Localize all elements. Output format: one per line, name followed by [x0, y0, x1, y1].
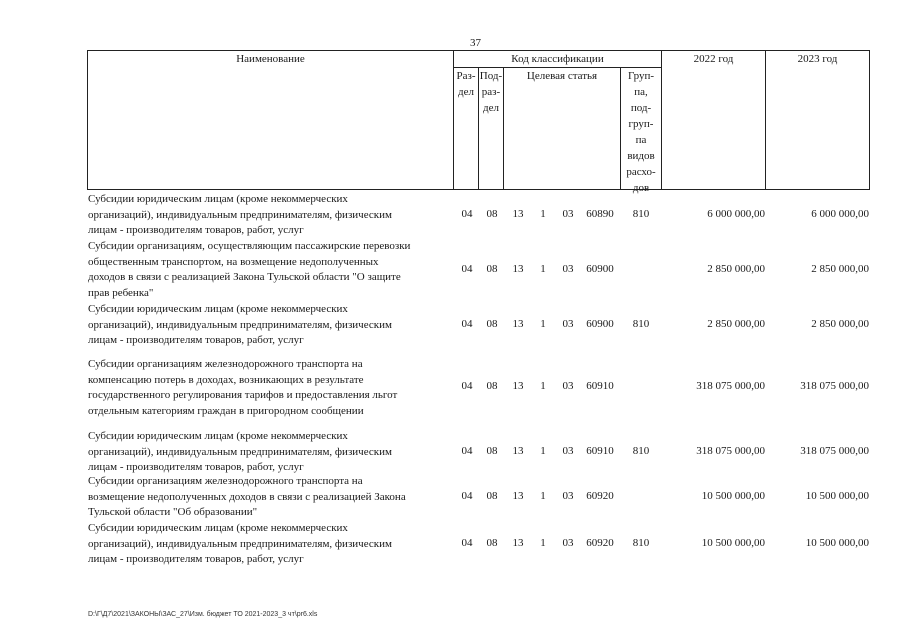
row-3-2023: 2 850 000,00	[811, 318, 869, 330]
row-7-ts3: 03	[562, 537, 574, 549]
col-border-2022	[765, 50, 766, 190]
row-2-ts3: 03	[562, 263, 574, 275]
row-2-2023: 2 850 000,00	[811, 263, 869, 275]
row-5-ts3: 03	[562, 445, 574, 457]
header-top-border	[87, 50, 869, 51]
row-1-razdel: 04	[461, 208, 473, 220]
row-3-podrazdel: 08	[486, 318, 498, 330]
header-podrazdel: Под- раз- дел	[479, 70, 503, 114]
row-2-podrazdel: 08	[486, 263, 498, 275]
header-2022: 2022 год	[693, 53, 734, 65]
col-border-classification	[661, 50, 662, 190]
row-7-2023: 10 500 000,00	[805, 537, 869, 549]
row-7-2022: 10 500 000,00	[701, 537, 765, 549]
header-group: Груп- па, под- груп- па видов расхо- дов	[626, 70, 656, 194]
row-1-podrazdel: 08	[486, 208, 498, 220]
row-5-podrazdel: 08	[486, 445, 498, 457]
row-1-ts2: 1	[540, 208, 546, 220]
row-7-vid: 810	[632, 537, 650, 549]
row-7-name: Субсидии юридическим лицам (кроме некоммерческих организаций), индивидуальным предпринимателям, физическим лицам - производителям товаров, работ, услуг	[88, 522, 392, 565]
header-razdel: Раз- дел	[456, 70, 476, 98]
row-5-name: Субсидии юридическим лицам (кроме некоммерческих организаций), индивидуальным предпринимателям, физическим лицам - производителям товаров, работ, услуг	[88, 430, 392, 473]
col-border-right	[869, 50, 870, 190]
row-5-ts2: 1	[540, 445, 546, 457]
row-4-razdel: 04	[461, 380, 473, 392]
row-6-ts4: 60920	[586, 490, 614, 502]
row-6-ts1: 13	[512, 490, 524, 502]
row-2-razdel: 04	[461, 263, 473, 275]
row-4-ts3: 03	[562, 380, 574, 392]
row-3-name: Субсидии юридическим лицам (кроме некоммерческих организаций), индивидуальным предпринимателям, физическим лицам - производителям товаров, работ, услуг	[88, 303, 392, 346]
row-7-razdel: 04	[461, 537, 473, 549]
row-3-ts3: 03	[562, 318, 574, 330]
row-1-2022: 6 000 000,00	[707, 208, 765, 220]
col-border-left	[87, 50, 88, 190]
row-4-2022: 318 075 000,00	[696, 380, 765, 392]
row-3-2022: 2 850 000,00	[707, 318, 765, 330]
row-5-2022: 318 075 000,00	[696, 445, 765, 457]
row-6-2022: 10 500 000,00	[701, 490, 765, 502]
header-classification: Код классификации	[511, 53, 604, 65]
col-border-podrazdel	[503, 67, 504, 190]
file-path-footer: D:\Г\Д7\2021\ЗАКОНЫ\ЗАС_27\Изм. бюджет ТО 2021-2023_3 чт\pr6.xls	[88, 611, 318, 618]
row-3-razdel: 04	[461, 318, 473, 330]
row-1-name: Субсидии юридическим лицам (кроме некоммерческих организаций), индивидуальным предпринимателям, физическим лицам - производителям товаров, работ, услуг	[88, 193, 392, 236]
header-target: Целевая статья	[526, 70, 598, 82]
row-1-ts3: 03	[562, 208, 574, 220]
row-6-name: Субсидии организациям железнодорожного транспорта на возмещение недополученных доходов в связи с реализацией Закона Тульской области "Об образовании"	[88, 475, 406, 518]
row-3-ts1: 13	[512, 318, 524, 330]
row-5-2023: 318 075 000,00	[800, 445, 869, 457]
page-number: 37	[470, 37, 481, 49]
row-1-vid: 810	[632, 208, 650, 220]
row-6-razdel: 04	[461, 490, 473, 502]
row-2-ts4: 60900	[586, 263, 614, 275]
header-2023: 2023 год	[797, 53, 838, 65]
row-2-2022: 2 850 000,00	[707, 263, 765, 275]
row-7-ts2: 1	[540, 537, 546, 549]
row-2-ts2: 1	[540, 263, 546, 275]
row-4-2023: 318 075 000,00	[800, 380, 869, 392]
row-4-ts2: 1	[540, 380, 546, 392]
row-6-podrazdel: 08	[486, 490, 498, 502]
row-6-ts3: 03	[562, 490, 574, 502]
row-5-ts4: 60910	[586, 445, 614, 457]
row-7-podrazdel: 08	[486, 537, 498, 549]
row-5-vid: 810	[632, 445, 650, 457]
row-5-ts1: 13	[512, 445, 524, 457]
row-7-ts1: 13	[512, 537, 524, 549]
row-4-ts1: 13	[512, 380, 524, 392]
row-4-podrazdel: 08	[486, 380, 498, 392]
row-5-razdel: 04	[461, 445, 473, 457]
row-3-vid: 810	[632, 318, 650, 330]
row-1-2023: 6 000 000,00	[811, 208, 869, 220]
row-2-ts1: 13	[512, 263, 524, 275]
row-1-ts1: 13	[512, 208, 524, 220]
row-2-name: Субсидии организациям, осуществляющим пассажирские перевозки общественным транспортом, на возмещение недополученных доходов в связи с реализацией Закона Тульской области "О защите прав ребенка"	[88, 240, 411, 299]
row-3-ts2: 1	[540, 318, 546, 330]
header-name: Наименование	[236, 53, 305, 65]
row-1-ts4: 60890	[586, 208, 614, 220]
row-4-ts4: 60910	[586, 380, 614, 392]
row-7-ts4: 60920	[586, 537, 614, 549]
row-6-2023: 10 500 000,00	[805, 490, 869, 502]
row-3-ts4: 60900	[586, 318, 614, 330]
row-6-ts2: 1	[540, 490, 546, 502]
row-4-name: Субсидии организациям железнодорожного транспорта на компенсацию потерь в доходах, возникающих в результате государственного регулирования тарифов и предоставления льгот отдельным категориям граждан в пригородном сообщении	[88, 358, 398, 417]
